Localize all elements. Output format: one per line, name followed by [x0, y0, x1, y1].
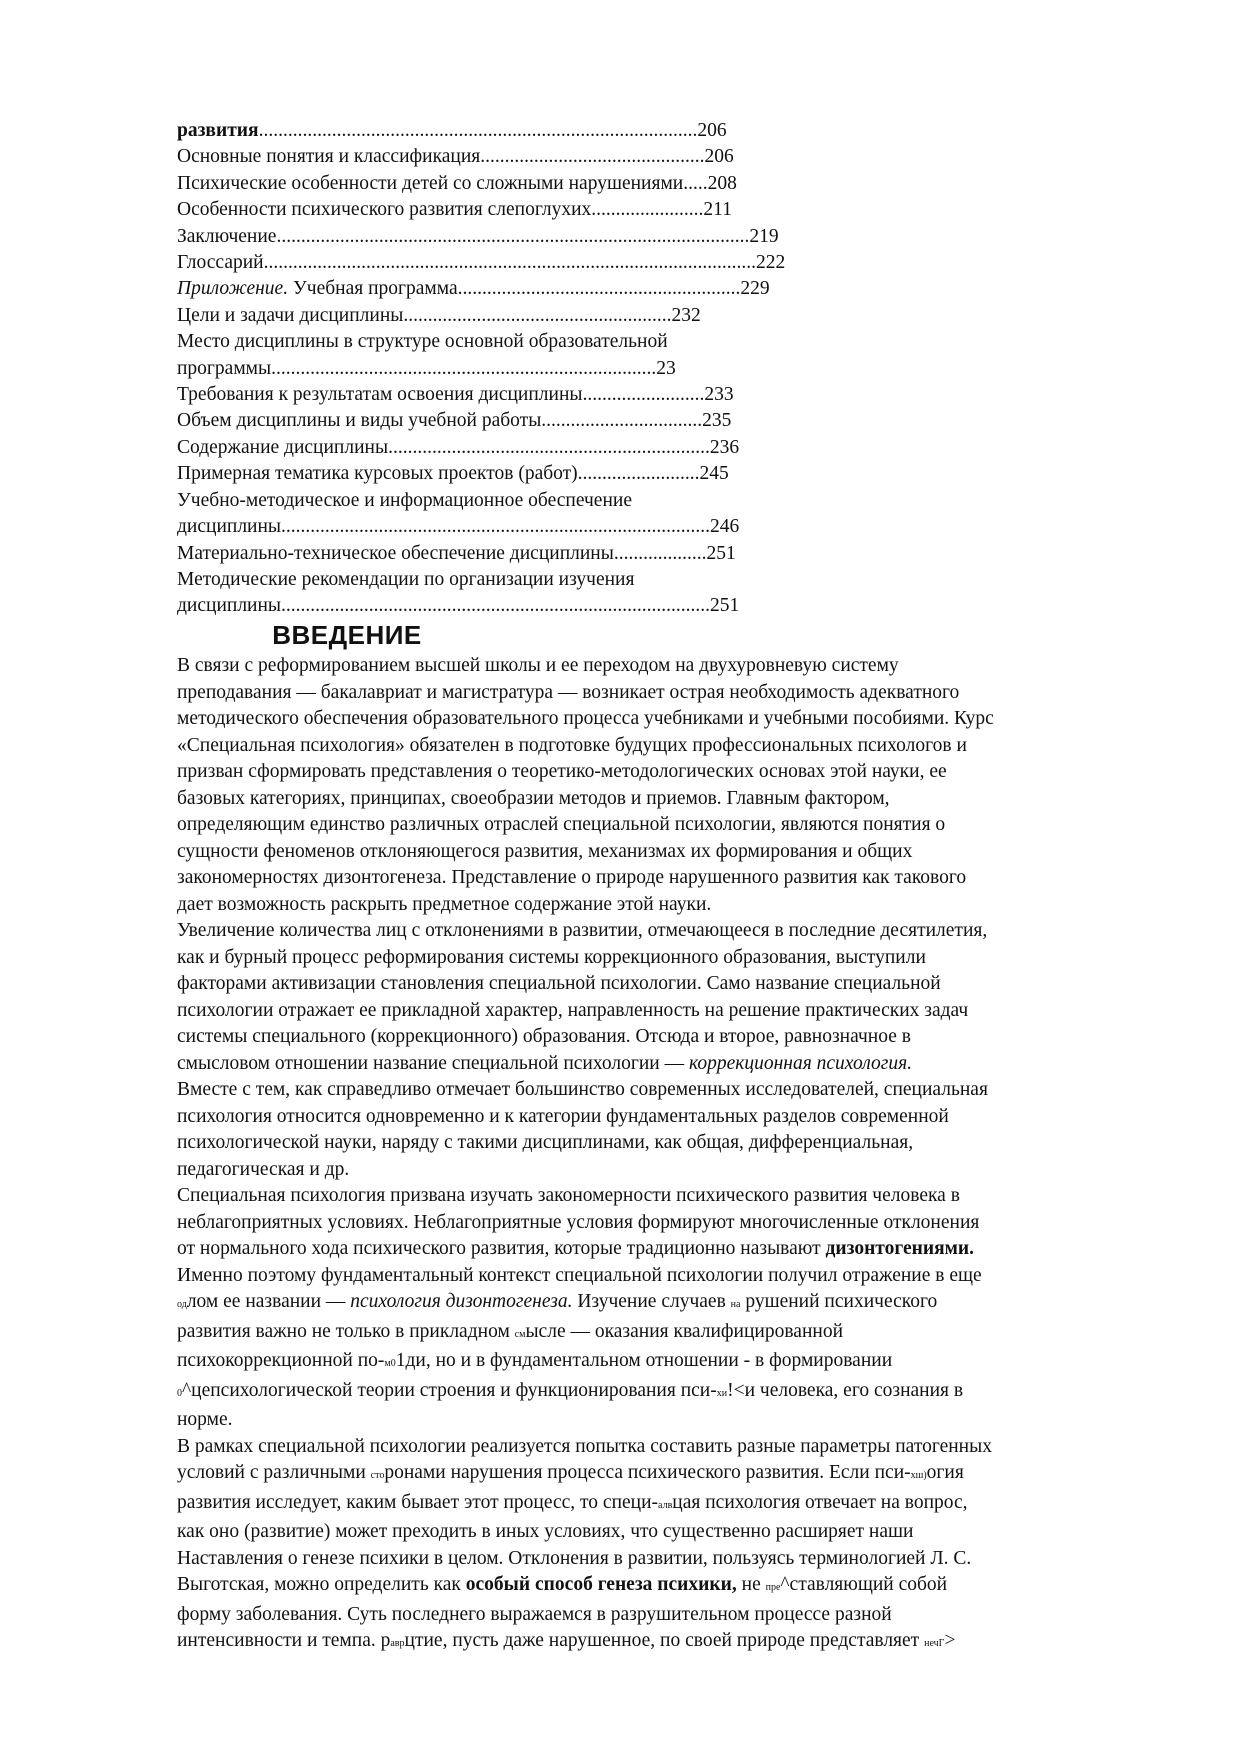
body-text-segment: смысловом отношении название специальной психологии — — [177, 1052, 689, 1074]
body-line — [177, 945, 1157, 972]
body-text-segment: 1ди, но и в фундаментальном отношении - в формировании — [395, 1350, 893, 1371]
toc-entry-text: Глоссарий.....................................................................................................222 — [177, 252, 786, 274]
body-text-segment: лом ее названии — — [186, 1291, 351, 1312]
section-heading-wrap — [177, 618, 1137, 650]
body-text-segment: «Специальная психология» обязателен в подготовке будущих профессиональных психологов и — [177, 734, 967, 756]
toc-entry-text: развития — [177, 120, 259, 141]
body-text-segment: сущности феноменов отклоняющегося развития, механизмах их формирования и общих — [177, 840, 913, 862]
toc-entry — [177, 382, 1137, 408]
body-text-segment: Увеличение количества лиц с отклонениями в развитии, отмечающееся в последние десятилетия, — [177, 920, 988, 941]
body-text-segment: хи — [716, 1387, 728, 1399]
toc-entry — [177, 514, 1137, 540]
body-line — [177, 1130, 1157, 1157]
toc-entry-text: Методические рекомендации по организации изучения — [177, 568, 635, 590]
body-line — [177, 786, 1157, 813]
body-text-segment: дизонтогениями. — [825, 1238, 975, 1259]
body-text-segment: !<и человека, его сознания в — [727, 1379, 964, 1401]
body-text-segment: хш) — [910, 1470, 927, 1481]
body-text-segment: условий с различными — [177, 1462, 371, 1483]
toc-entry — [177, 593, 1137, 619]
toc-entry — [177, 171, 1137, 197]
body-text-segment: дает возможность раскрыть предметное содержание этой науки. — [177, 893, 712, 915]
body-line — [177, 1236, 1157, 1263]
body-line — [177, 1077, 1157, 1104]
body-text-segment: психология дизонтогенеза. — [350, 1291, 573, 1312]
body-text-segment: факторами активизации становления специальной психологии. Само название специальной — [177, 973, 941, 994]
body-text-segment: как оно (развитие) может преходить в иных условиях, что существенно расширяет наши — [177, 1521, 914, 1542]
body-line — [177, 680, 1157, 707]
document-page — [177, 118, 1137, 1651]
body-text-segment: психология относится одновременно и к категории фундаментальных разделов современной — [177, 1105, 949, 1127]
body-line — [177, 812, 1157, 839]
body-line — [177, 1628, 1157, 1658]
body-line — [177, 1319, 1157, 1349]
toc-entry-text: Материально-техническое обеспечение дисциплины...................251 — [177, 542, 736, 564]
toc-entry-text: дисциплины........................................................................................246 — [177, 516, 740, 538]
body-text-segment: призван сформировать представления о теоретико-методологических основах этой науки, ее — [177, 761, 947, 782]
body-line — [177, 1157, 1157, 1184]
body-text-segment: цтие, пусть даже нарушенное, по своей природе представляет — [404, 1630, 925, 1651]
body-line — [177, 892, 1157, 919]
body-text-segment: авр — [390, 1638, 405, 1649]
body-text-segment: Наставления о генезе психики в целом. Отклонения в развитии, пользуясь терминологией Л. С. — [177, 1547, 972, 1569]
body-line — [177, 1210, 1157, 1237]
body-text-segment: коррекционная психология. — [688, 1052, 913, 1074]
toc-entry-text: Особенности психического развития слепоглухих.......................211 — [177, 199, 732, 221]
body-text-segment: од — [177, 1299, 187, 1310]
body-text-segment: Выготская, можно определить как — [177, 1574, 466, 1595]
body-text-segment: интенсивности и темпа. р — [177, 1630, 391, 1651]
body-line — [177, 918, 1157, 945]
body-text-segment: цая психология отвечает на вопрос, — [672, 1491, 968, 1513]
toc-entry-text: Объем дисциплины и виды учебной работы.................................235 — [177, 410, 732, 432]
toc-entry-text: Содержание дисциплины..................................................................236 — [177, 436, 740, 458]
toc-entry-text: Приложение. — [177, 278, 289, 300]
body-line — [177, 1572, 1157, 1602]
body-text-segment: особый способ генеза психики, — [465, 1574, 737, 1595]
body-line — [177, 1263, 1157, 1290]
body-line — [177, 1490, 1157, 1520]
toc-entry-text: Учебная программа..........................................................229 — [288, 278, 770, 300]
body-text-segment: 0 — [177, 1387, 182, 1399]
body-line — [177, 1434, 1157, 1461]
body-text-segment: > — [944, 1630, 956, 1651]
toc-entry — [177, 488, 1137, 514]
body-text-segment: Вместе с тем, как справедливо отмечает большинство современных исследователей, специальная — [177, 1079, 988, 1100]
table-of-contents — [177, 118, 1137, 620]
body-text-segment: развития важно не только в прикладном — [177, 1320, 515, 1342]
body-text-segment: норме. — [177, 1409, 233, 1430]
body-line — [177, 1289, 1157, 1319]
body-line — [177, 1602, 1157, 1629]
toc-entry — [177, 224, 1137, 250]
toc-entry — [177, 144, 1137, 170]
body-text-segment: ронами нарушения процесса психического развития. Если пси- — [384, 1462, 911, 1483]
body-line — [177, 1183, 1157, 1210]
toc-entry — [177, 435, 1137, 461]
body-text-segment: рушений психического — [740, 1291, 938, 1312]
body-text-segment: В связи с реформированием высшей школы и ее переходом на двухуровневую систему — [177, 655, 899, 676]
body-text-segment: преподавания — бакалавриат и магистратура — возникает острая необходимость адекватного — [177, 681, 960, 703]
body-text-segment: системы специального (коррекционного) образования. Отсюда и второе, равнозначное в — [177, 1026, 911, 1047]
body-text-segment: Именно поэтому фундаментальный контекст специальной психологии получил отражение в еще — [177, 1264, 982, 1286]
body-line — [177, 1348, 1157, 1378]
toc-entry-text: Место дисциплины в структуре основной образовательной — [177, 331, 668, 353]
body-text-segment: на — [730, 1299, 741, 1310]
body-line — [177, 1378, 1157, 1408]
body-line — [177, 733, 1157, 760]
toc-entry-text: Основные понятия и классификация..............................................206 — [177, 146, 734, 168]
toc-entry-text: Психические особенности детей со сложными нарушениями.....208 — [177, 172, 737, 194]
section-heading: ВВЕДЕНИЕ — [272, 620, 422, 650]
body-text-segment: методического обеспечения образовательного процесса учебниками и учебными пособиями. Курс — [177, 708, 994, 729]
toc-entry — [177, 541, 1137, 567]
introduction-body — [177, 653, 1157, 1658]
body-text-segment: ысле — оказания квалифицированной — [525, 1320, 844, 1342]
toc-entry-text: Требования к результатам освоения дисциплины.........................233 — [177, 384, 734, 406]
body-line — [177, 653, 1157, 680]
toc-entry — [177, 329, 1137, 355]
body-line — [177, 1546, 1157, 1573]
body-line — [177, 1104, 1157, 1131]
body-text-segment: не — [736, 1574, 766, 1595]
body-line — [177, 1519, 1157, 1546]
body-text-segment: психологии отражает ее прикладной характер, направленность на решение практических задач — [177, 999, 969, 1021]
body-text-segment: м0 — [384, 1358, 396, 1369]
toc-entry-text: Цели и задачи дисциплины.......................................................232 — [177, 304, 701, 326]
toc-entry-text: дисциплины........................................................................................251 — [177, 595, 740, 617]
toc-entry-text: Примерная тематика курсовых проектов (работ).........................245 — [177, 463, 729, 485]
body-text-segment: Изучение случаев — [572, 1291, 731, 1312]
body-text-segment: педагогическая и др. — [177, 1158, 350, 1180]
body-text-segment: психокоррекционной по- — [177, 1350, 385, 1371]
toc-entry — [177, 250, 1137, 276]
body-text-segment: закономерностях дизонтогенеза. Представление о природе нарушенного развития как такового — [177, 867, 967, 888]
body-text-segment: см — [514, 1328, 526, 1340]
body-line — [177, 1407, 1157, 1434]
body-text-segment: пре — [765, 1582, 781, 1593]
body-text-segment: форму заболевания. Суть последнего выражаемся в разрушительном процессе разной — [177, 1603, 892, 1625]
body-line — [177, 1024, 1157, 1051]
toc-entry-text: Учебно-методическое и информационное обеспечение — [177, 489, 632, 511]
body-line — [177, 865, 1157, 892]
toc-entry — [177, 197, 1137, 223]
toc-entry — [177, 567, 1137, 593]
body-text-segment: алв — [658, 1499, 673, 1511]
toc-entry-text: программы...............................................................................23 — [177, 357, 676, 379]
body-text-segment: нечГ — [924, 1638, 945, 1649]
body-line — [177, 998, 1157, 1025]
toc-entry — [177, 356, 1137, 382]
body-text-segment: Специальная психология призвана изучать закономерности психического развития человека в — [177, 1185, 960, 1206]
toc-entry — [177, 276, 1137, 302]
body-line — [177, 971, 1157, 998]
body-text-segment: психологической науки, наряду с такими дисциплинами, как общая, дифференциальная, — [177, 1132, 914, 1153]
toc-entry — [177, 408, 1137, 434]
toc-entry-text: ..........................................................................................206 — [258, 120, 727, 141]
body-text-segment: сто — [370, 1470, 385, 1481]
body-text-segment: как и бурный процесс реформирования системы коррекционного образования, выступили — [177, 946, 926, 968]
body-text-segment: ^ставляющий собой — [780, 1574, 948, 1595]
toc-entry — [177, 461, 1137, 487]
body-line — [177, 1051, 1157, 1078]
body-text-segment: определяющим единство различных отраслей специальной психологии, являются понятия о — [177, 814, 946, 835]
body-text-segment: развития исследует, каким бывает этот процесс, то специ- — [177, 1491, 659, 1513]
toc-entry — [177, 118, 1137, 144]
body-line — [177, 706, 1157, 733]
body-text-segment: базовых категориях, принципах, своеобразии методов и приемов. Главным фактором, — [177, 787, 890, 809]
body-line — [177, 1460, 1157, 1490]
toc-entry — [177, 303, 1137, 329]
body-line — [177, 839, 1157, 866]
body-text-segment: огия — [926, 1462, 964, 1483]
body-text-segment: от нормального хода психического развития, которые традиционно называют — [177, 1238, 826, 1259]
body-text-segment: неблагоприятных условиях. Неблагоприятные условия формируют многочисленные отклонения — [177, 1211, 980, 1233]
body-text-segment: ^цепсихологической теории строения и функционирования пси- — [182, 1379, 717, 1401]
body-line — [177, 759, 1157, 786]
body-text-segment: В рамках специальной психологии реализуется попытка составить разные параметры патогенных — [177, 1435, 992, 1457]
toc-entry-text: Заключение.................................................................................................219 — [177, 225, 779, 247]
